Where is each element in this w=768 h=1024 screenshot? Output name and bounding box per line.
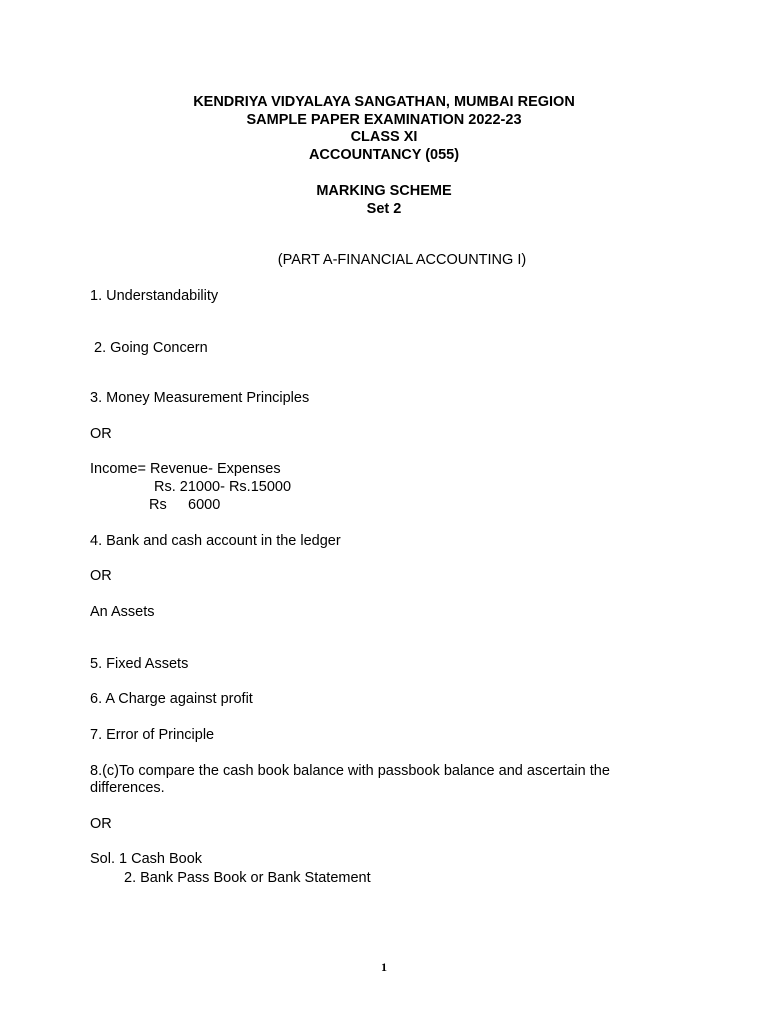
income-result-value: 6000 [188,497,221,513]
part-title: (PART A-FINANCIAL ACCOUNTING I) [277,252,527,268]
solution-line-2: 2. Bank Pass Book or Bank Statement [124,870,371,886]
answer-2: 2. Going Concern [94,340,208,356]
answer-7: 7. Error of Principle [90,727,215,743]
or-separator-2: OR [90,568,112,584]
header-organization: KENDRIYA VIDYALAYA SANGATHAN, MUMBAI REGION [193,94,575,110]
answer-4-alternative: An Assets [90,604,155,620]
answer-5: 5. Fixed Assets [90,656,189,672]
answer-1: 1. Understandability [90,288,219,304]
header-exam-title: SAMPLE PAPER EXAMINATION 2022-23 [246,112,522,128]
header-subject: ACCOUNTANCY (055) [308,147,460,163]
income-calculation: Rs. 21000- Rs.15000 [154,479,292,495]
answer-4: 4. Bank and cash account in the ledger [90,533,341,549]
answer-8-line-1: 8.(c)To compare the cash book balance with passbook balance and ascertain the [90,763,610,779]
income-formula: Income= Revenue- Expenses [90,461,281,477]
answer-6: 6. A Charge against profit [90,691,253,707]
header-class: CLASS XI [350,129,418,145]
page-number: 1 [381,960,387,974]
header-marking-scheme: MARKING SCHEME [316,183,452,199]
or-separator-3: OR [90,816,112,832]
or-separator-1: OR [90,426,112,442]
solution-line-1: Sol. 1 Cash Book [90,851,203,867]
header-set: Set 2 [366,201,402,217]
income-result-label: Rs [149,497,167,513]
answer-8-line-2: differences. [90,780,165,796]
answer-3: 3. Money Measurement Principles [90,390,310,406]
